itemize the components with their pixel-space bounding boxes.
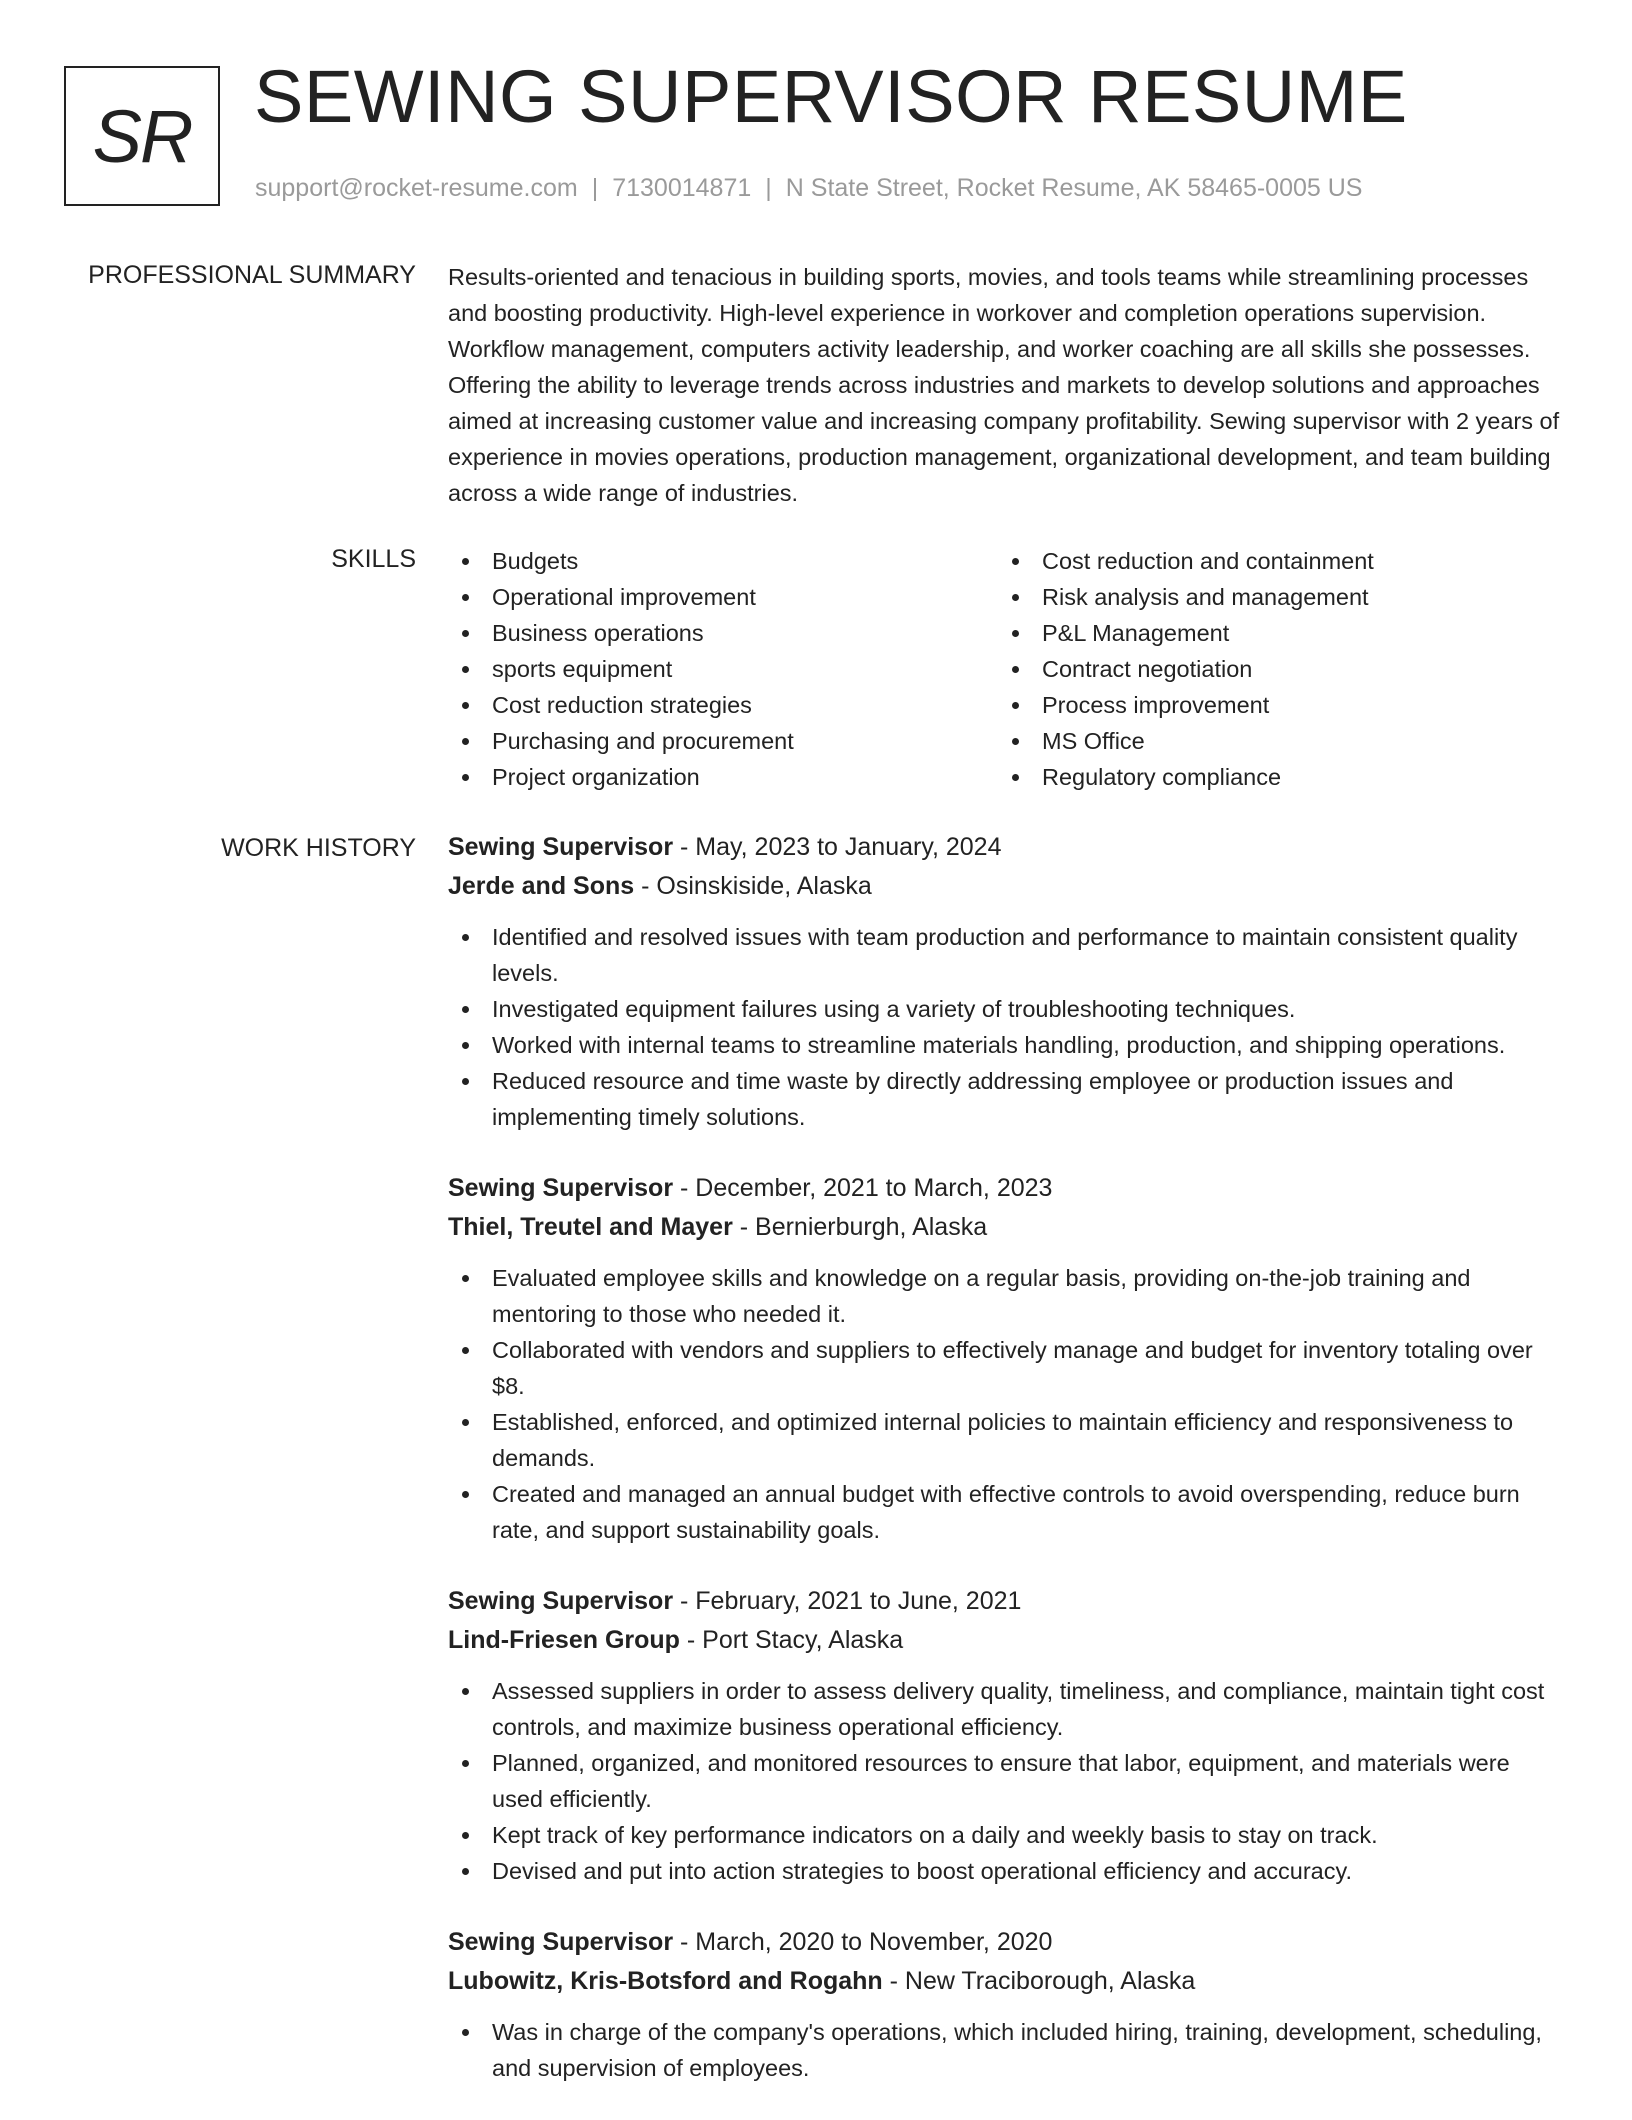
job-entry: [448, 1923, 1563, 2086]
contact-email: support@rocket-resume.com: [255, 174, 578, 202]
monogram-badge: SR: [64, 66, 220, 206]
job-dates: - December, 2021 to March, 2023: [673, 1174, 1053, 1202]
job-title-line: [448, 828, 1563, 867]
job-dates: - February, 2021 to June, 2021: [673, 1587, 1022, 1615]
summary-section: [448, 259, 1563, 511]
job-title-line: [448, 1169, 1563, 1208]
job-bullet: Collaborated with vendors and suppliers to effectively manage and budget for inventory totaling over $8.: [448, 1332, 1563, 1404]
skill-item: Project organization: [448, 759, 998, 795]
contact-separator: |: [591, 174, 599, 202]
skills-list-left: [448, 543, 998, 795]
job-entry: [448, 828, 1563, 1135]
job-title: Sewing Supervisor: [448, 1174, 674, 1202]
skills-list-right: [998, 543, 1548, 795]
skill-item: Contract negotiation: [998, 651, 1548, 687]
skills-section: [448, 543, 1563, 795]
job-bullets: [448, 1260, 1563, 1548]
job-location: - New Traciborough, Alaska: [882, 1967, 1196, 1995]
skill-item: Cost reduction strategies: [448, 687, 998, 723]
work-history-section: [448, 828, 1563, 2120]
job-entry: [448, 1582, 1563, 1889]
job-company-line: [448, 1208, 1563, 1247]
job-title-line: [448, 1582, 1563, 1621]
job-bullet: Kept track of key performance indicators on a daily and weekly basis to stay on track.: [448, 1817, 1563, 1853]
job-bullet: Evaluated employee skills and knowledge on a regular basis, providing on-the-job training and mentoring to those who needed it.: [448, 1260, 1563, 1332]
job-bullet: Established, enforced, and optimized internal policies to maintain efficiency and responsiveness to demands.: [448, 1404, 1563, 1476]
resume-title: SEWING SUPERVISOR RESUME: [254, 55, 1408, 138]
contact-line: [255, 174, 1362, 203]
contact-address: N State Street, Rocket Resume, AK 58465-0005 US: [785, 174, 1363, 202]
job-bullets: [448, 919, 1563, 1135]
job-location: - Port Stacy, Alaska: [679, 1626, 904, 1654]
skill-item: Purchasing and procurement: [448, 723, 998, 759]
job-company: Thiel, Treutel and Mayer: [448, 1213, 733, 1241]
job-company: Jerde and Sons: [448, 872, 635, 900]
skill-item: Cost reduction and containment: [998, 543, 1548, 579]
skill-item: Budgets: [448, 543, 998, 579]
contact-phone: 7130014871: [612, 174, 752, 202]
job-dates: - May, 2023 to January, 2024: [673, 833, 1002, 861]
job-bullet: Worked with internal teams to streamline materials handling, production, and shipping operations.: [448, 1027, 1563, 1063]
job-title: Sewing Supervisor: [448, 833, 674, 861]
job-title: Sewing Supervisor: [448, 1928, 674, 1956]
skills-heading: SKILLS: [331, 545, 416, 573]
skill-item: sports equipment: [448, 651, 998, 687]
job-bullets: [448, 2014, 1563, 2086]
summary-heading: PROFESSIONAL SUMMARY: [88, 261, 416, 289]
job-bullet: Identified and resolved issues with team production and performance to maintain consistent quality levels.: [448, 919, 1563, 991]
skill-item: Regulatory compliance: [998, 759, 1548, 795]
job-location: - Bernierburgh, Alaska: [732, 1213, 988, 1241]
job-bullet: Planned, organized, and monitored resources to ensure that labor, equipment, and materials were used efficiently.: [448, 1745, 1563, 1817]
job-bullet: Assessed suppliers in order to assess delivery quality, timeliness, and compliance, maintain tight cost controls, and maximize business operational efficiency.: [448, 1673, 1563, 1745]
job-dates: - March, 2020 to November, 2020: [673, 1928, 1053, 1956]
job-company: Lubowitz, Kris-Botsford and Rogahn: [448, 1967, 883, 1995]
skill-item: Process improvement: [998, 687, 1548, 723]
job-company-line: [448, 1962, 1563, 2001]
job-company: Lind-Friesen Group: [448, 1626, 680, 1654]
job-bullet: Was in charge of the company's operations, which included hiring, training, development, scheduling, and supervision of employees.: [448, 2014, 1563, 2086]
skill-item: P&L Management: [998, 615, 1548, 651]
skill-item: Operational improvement: [448, 579, 998, 615]
contact-separator: |: [765, 174, 772, 202]
job-bullets: [448, 1673, 1563, 1889]
work-history-heading: WORK HISTORY: [221, 834, 416, 862]
job-bullet: Created and managed an annual budget with effective controls to avoid overspending, reduce burn rate, and support sustainability goals.: [448, 1476, 1563, 1548]
summary-text: Results-oriented and tenacious in building sports, movies, and tools teams while streamlining processes and boosting productivity. High-level experience in workover and completion operations supervision. Workflow management, computers activity leadership, and worker coaching are all skills she possesses. Offering the ability to leverage trends across industries and markets to develop solutions and approaches aimed at increasing customer value and increasing company profitability. Sewing supervisor with 2 years of experience in movies operations, production management, organizational development, and team building across a wide range of industries.: [448, 264, 1560, 506]
skill-item: Business operations: [448, 615, 998, 651]
job-bullet: Reduced resource and time waste by directly addressing employee or production issues and implementing timely solutions.: [448, 1063, 1563, 1135]
job-title-line: [448, 1923, 1563, 1962]
job-bullet: Investigated equipment failures using a variety of troubleshooting techniques.: [448, 991, 1563, 1027]
job-entry: [448, 1169, 1563, 1548]
job-location: - Osinskiside, Alaska: [634, 872, 872, 900]
job-bullet: Devised and put into action strategies to boost operational efficiency and accuracy.: [448, 1853, 1563, 1889]
job-company-line: [448, 867, 1563, 906]
job-company-line: [448, 1621, 1563, 1660]
skill-item: Risk analysis and management: [998, 579, 1548, 615]
job-title: Sewing Supervisor: [448, 1587, 674, 1615]
skill-item: MS Office: [998, 723, 1548, 759]
